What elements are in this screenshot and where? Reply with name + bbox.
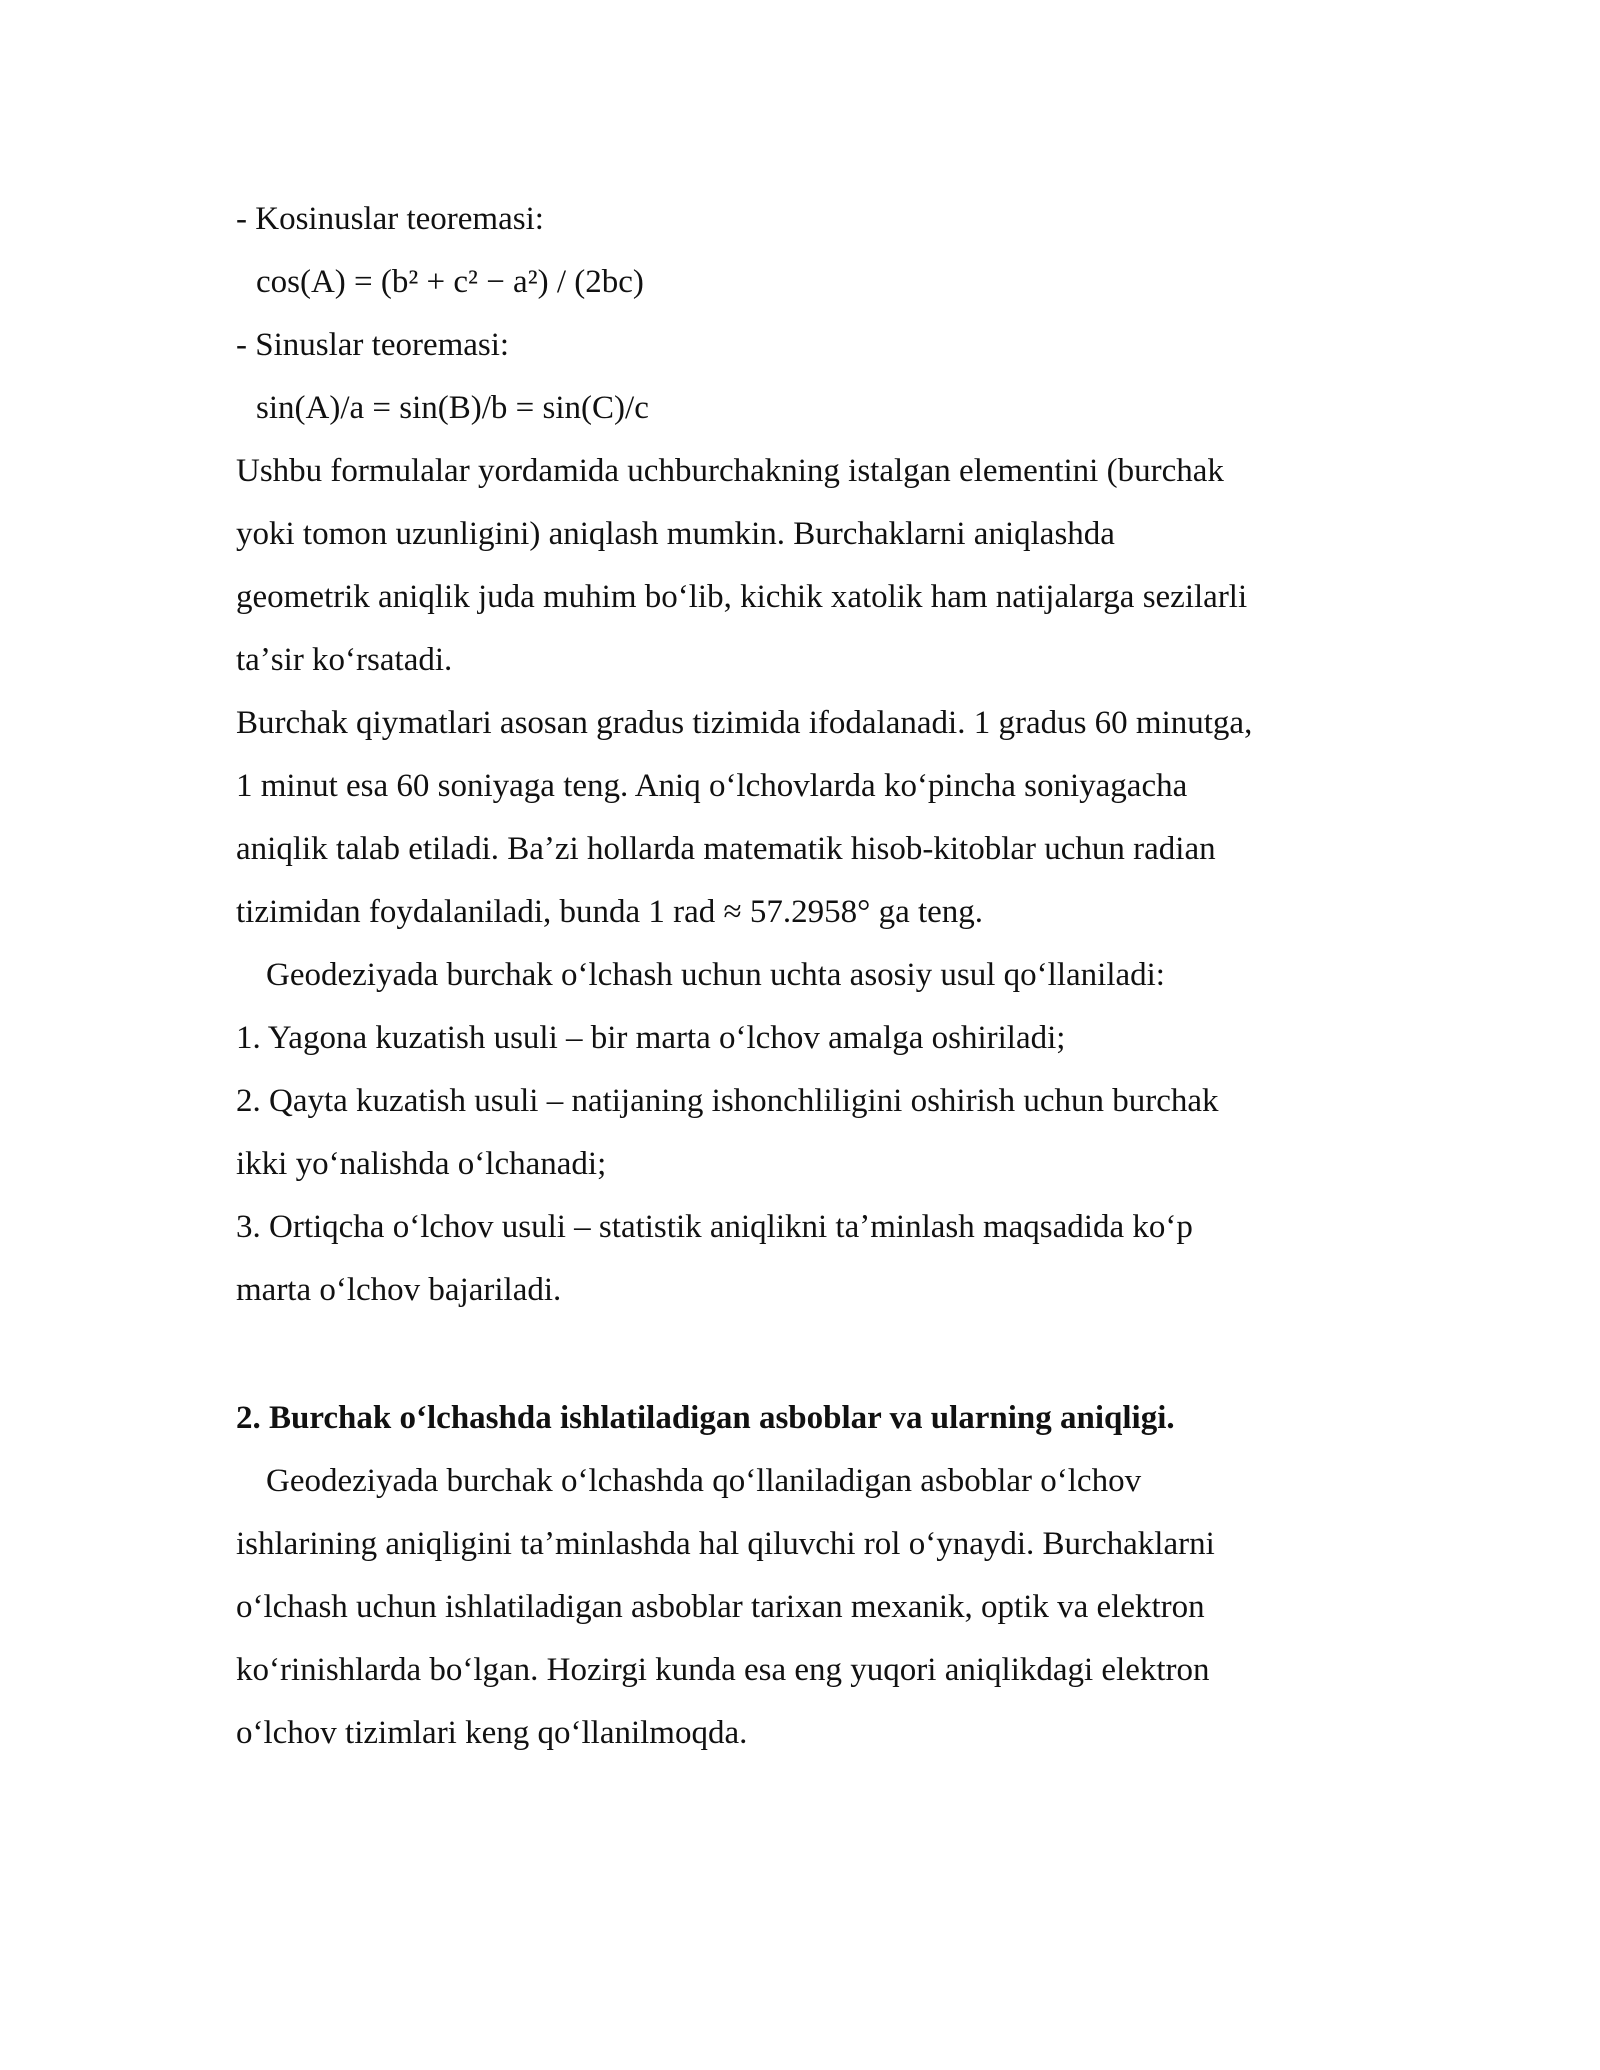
list-item: 1. Yagona kuzatish usuli – bir marta oʻlchov amalga oshiriladi; (236, 1020, 1066, 1056)
paragraph-line: yoki tomon uzunligini) aniqlash mumkin. Burchaklarni aniqlashda (236, 516, 1115, 552)
paragraph-line: aniqlik talab etiladi. Baʼzi hollarda matematik hisob-kitoblar uchun radian (236, 831, 1216, 867)
paragraph-line: 1 minut esa 60 soniyaga teng. Aniq oʻlchovlarda koʻpincha soniyagacha (236, 768, 1188, 804)
paragraph-line: Ushbu formulalar yordamida uchburchakning istalgan elementini (burchak (236, 453, 1224, 489)
sine-theorem-label: - Sinuslar teoremasi: (236, 327, 510, 363)
cosine-theorem-formula: cos(A) = (b² + c² − a²) / (2bc) (256, 264, 644, 300)
section-2 (236, 1387, 1386, 1765)
list-item-continuation: ikki yoʻnalishda oʻlchanadi; (236, 1146, 607, 1182)
section-heading: 2. Burchak oʻlchashda ishlatiladigan asboblar va ularning aniqligi. (236, 1400, 1175, 1436)
paragraph-line: Geodeziyada burchak oʻlchashda qoʻllaniladigan asboblar oʻlchov (266, 1463, 1142, 1499)
paragraph-line: Burchak qiymatlari asosan gradus tizimida ifodalanadi. 1 gradus 60 minutga, (236, 705, 1253, 741)
paragraph-line: oʻlchash uchun ishlatiladigan asboblar tarixan mexanik, optik va elektron (236, 1589, 1205, 1625)
paragraph-line: koʻrinishlarda boʻlgan. Hozirgi kunda esa eng yuqori aniqlikdagi elektron (236, 1652, 1210, 1688)
formula-block (236, 188, 1386, 440)
list-item: 2. Qayta kuzatish usuli – natijaning ishonchliligini oshirish uchun burchak (236, 1083, 1219, 1119)
paragraph-line: ishlarining aniqligini taʼminlashda hal qiluvchi rol oʻynaydi. Burchaklarni (236, 1526, 1215, 1562)
paragraph-line: oʻlchov tizimlari keng qoʻllanilmoqda. (236, 1715, 748, 1751)
paragraph-line: tizimidan foydalaniladi, bunda 1 rad ≈ 57.2958° ga teng. (236, 894, 984, 930)
sine-theorem-formula: sin(A)/a = sin(B)/b = sin(C)/c (256, 390, 649, 426)
paragraph-line: geometrik aniqlik juda muhim boʻlib, kichik xatolik ham natijalarga sezilarli (236, 579, 1248, 615)
paragraph-line: taʼsir koʻrsatadi. (236, 642, 453, 678)
list-item-continuation: marta oʻlchov bajariladi. (236, 1272, 562, 1308)
cosine-theorem-label: - Kosinuslar teoremasi: (236, 201, 544, 237)
measurement-methods-list (236, 944, 1386, 1322)
list-item: 3. Ortiqcha oʻlchov usuli – statistik aniqlikni taʼminlash maqsadida koʻp (236, 1209, 1193, 1245)
paragraph-angle-units (236, 692, 1386, 944)
paragraph-formulas-usage (236, 440, 1386, 692)
methods-intro: Geodeziyada burchak oʻlchash uchun uchta asosiy usul qoʻllaniladi: (266, 957, 1165, 993)
document-page (236, 188, 1386, 1765)
